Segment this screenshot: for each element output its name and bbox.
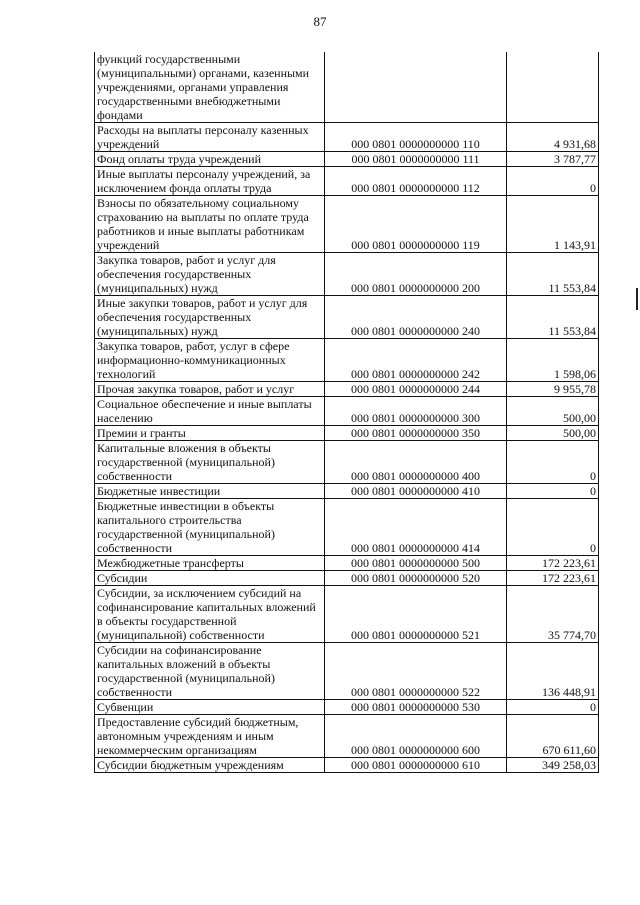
classification-code-cell: 000 0801 0000000000 242 — [325, 339, 507, 382]
classification-code-cell: 000 0801 0000000000 240 — [325, 296, 507, 339]
table-row — [95, 382, 599, 397]
expense-name-cell: Субсидии на софинансирование капитальных вложений в объекты государственной (муниципальной) собственности — [95, 643, 325, 700]
classification-code-cell: 000 0801 0000000000 520 — [325, 571, 507, 586]
table-row — [95, 643, 599, 700]
amount-cell: 35 774,70 — [507, 586, 599, 643]
amount-cell — [507, 52, 599, 123]
expense-name-cell: Закупка товаров, работ и услуг для обеспечения государственных (муниципальных) нужд — [95, 253, 325, 296]
expense-name-cell: Субсидии — [95, 571, 325, 586]
expense-name-cell: Закупка товаров, работ, услуг в сфере информационно-коммуникационных технологий — [95, 339, 325, 382]
classification-code-cell: 000 0801 0000000000 200 — [325, 253, 507, 296]
classification-code-cell: 000 0801 0000000000 522 — [325, 643, 507, 700]
table-row — [95, 426, 599, 441]
classification-code-cell: 000 0801 0000000000 414 — [325, 499, 507, 556]
classification-code-cell: 000 0801 0000000000 111 — [325, 152, 507, 167]
table-row — [95, 484, 599, 499]
classification-code-cell — [325, 52, 507, 123]
amount-cell: 670 611,60 — [507, 715, 599, 758]
amount-cell: 0 — [507, 700, 599, 715]
expense-name-cell: Капитальные вложения в объекты государственной (муниципальной) собственности — [95, 441, 325, 484]
expense-name-cell: Социальное обеспечение и иные выплаты населению — [95, 397, 325, 426]
amount-cell: 1 598,06 — [507, 339, 599, 382]
amount-cell: 500,00 — [507, 397, 599, 426]
classification-code-cell: 000 0801 0000000000 119 — [325, 196, 507, 253]
expense-name-cell: Иные выплаты персоналу учреждений, за исключением фонда оплаты труда — [95, 167, 325, 196]
page-number: 87 — [313, 14, 327, 29]
classification-code-cell: 000 0801 0000000000 530 — [325, 700, 507, 715]
amount-cell: 11 553,84 — [507, 253, 599, 296]
table-row — [95, 441, 599, 484]
table-row — [95, 758, 599, 773]
amount-cell: 3 787,77 — [507, 152, 599, 167]
classification-code-cell: 000 0801 0000000000 112 — [325, 167, 507, 196]
scan-edge-mark — [636, 288, 638, 310]
amount-cell: 4 931,68 — [507, 123, 599, 152]
amount-cell: 172 223,61 — [507, 556, 599, 571]
table-row — [95, 556, 599, 571]
expense-name-cell: Бюджетные инвестиции в объекты капитального строительства государственной (муниципальной) собственности — [95, 499, 325, 556]
expense-name-cell: Расходы на выплаты персоналу казенных учреждений — [95, 123, 325, 152]
table-row — [95, 397, 599, 426]
table-body — [95, 52, 599, 773]
amount-cell: 1 143,91 — [507, 196, 599, 253]
expense-name-cell: Субвенции — [95, 700, 325, 715]
table-row — [95, 700, 599, 715]
amount-cell: 136 448,91 — [507, 643, 599, 700]
table-row — [95, 152, 599, 167]
classification-code-cell: 000 0801 0000000000 350 — [325, 426, 507, 441]
classification-code-cell: 000 0801 0000000000 410 — [325, 484, 507, 499]
amount-cell: 349 258,03 — [507, 758, 599, 773]
classification-code-cell: 000 0801 0000000000 400 — [325, 441, 507, 484]
amount-cell: 0 — [507, 441, 599, 484]
table-row — [95, 167, 599, 196]
amount-cell: 11 553,84 — [507, 296, 599, 339]
classification-code-cell: 000 0801 0000000000 244 — [325, 382, 507, 397]
table-row — [95, 52, 599, 123]
classification-code-cell: 000 0801 0000000000 500 — [325, 556, 507, 571]
table-row — [95, 296, 599, 339]
table-row — [95, 499, 599, 556]
amount-cell: 9 955,78 — [507, 382, 599, 397]
expense-name-cell: Предоставление субсидий бюджетным, автономным учреждениям и иным некоммерческим организациям — [95, 715, 325, 758]
classification-code-cell: 000 0801 0000000000 521 — [325, 586, 507, 643]
expense-name-cell: Субсидии бюджетным учреждениям — [95, 758, 325, 773]
expense-name-cell: Взносы по обязательному социальному страхованию на выплаты по оплате труда работников и иные выплаты работникам учреждений — [95, 196, 325, 253]
amount-cell: 0 — [507, 167, 599, 196]
amount-cell: 172 223,61 — [507, 571, 599, 586]
table-row — [95, 586, 599, 643]
expense-name-cell: Иные закупки товаров, работ и услуг для обеспечения государственных (муниципальных) нужд — [95, 296, 325, 339]
budget-expenditure-table — [94, 52, 599, 773]
classification-code-cell: 000 0801 0000000000 110 — [325, 123, 507, 152]
table-row — [95, 196, 599, 253]
expense-name-cell: функций государственными (муниципальными) органами, казенными учреждениями, органами управления государственными внебюджетными фондами — [95, 52, 325, 123]
table-row — [95, 123, 599, 152]
classification-code-cell: 000 0801 0000000000 610 — [325, 758, 507, 773]
table-row — [95, 715, 599, 758]
expense-name-cell: Премии и гранты — [95, 426, 325, 441]
table-row — [95, 339, 599, 382]
expense-name-cell: Межбюджетные трансферты — [95, 556, 325, 571]
amount-cell: 500,00 — [507, 426, 599, 441]
amount-cell: 0 — [507, 499, 599, 556]
classification-code-cell: 000 0801 0000000000 300 — [325, 397, 507, 426]
table-row — [95, 253, 599, 296]
expense-name-cell: Бюджетные инвестиции — [95, 484, 325, 499]
classification-code-cell: 000 0801 0000000000 600 — [325, 715, 507, 758]
table-row — [95, 571, 599, 586]
amount-cell: 0 — [507, 484, 599, 499]
expense-name-cell: Субсидии, за исключением субсидий на софинансирование капитальных вложений в объекты государственной (муниципальной) собственности — [95, 586, 325, 643]
expense-name-cell: Прочая закупка товаров, работ и услуг — [95, 382, 325, 397]
expense-name-cell: Фонд оплаты труда учреждений — [95, 152, 325, 167]
